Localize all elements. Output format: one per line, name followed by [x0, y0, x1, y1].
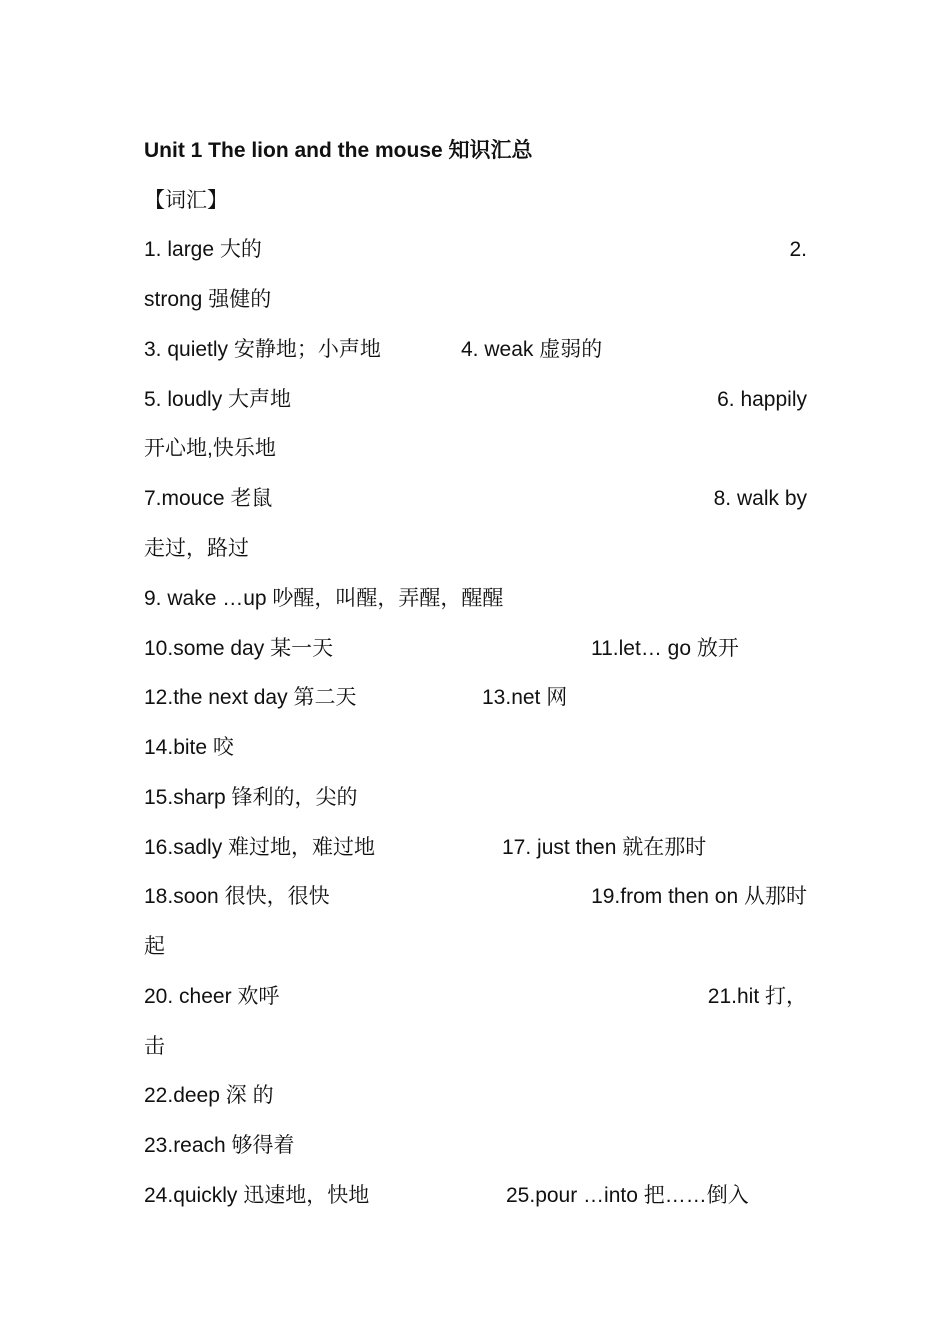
- vocab-line: [144, 783, 807, 813]
- vocab-item: 14.bite 咬: [144, 736, 234, 759]
- vocab-item: 11.let… go 放开: [591, 637, 739, 660]
- vocab-line: [144, 833, 807, 863]
- vocab-line: [144, 584, 807, 614]
- vocab-item: 24.quickly 迅速地，快地: [144, 1184, 370, 1207]
- vocab-item-continued: 开心地,快乐地: [144, 437, 276, 460]
- vocab-item: 2.: [789, 238, 807, 261]
- vocab-item: 1. large 大的: [144, 238, 262, 261]
- vocab-line: [144, 733, 807, 763]
- vocab-line: [144, 1181, 807, 1211]
- vocab-line: [144, 285, 807, 315]
- vocab-item: 10.some day 某一天: [144, 637, 334, 660]
- vocab-line: [144, 1131, 807, 1161]
- vocab-item-continued: strong 强健的: [144, 288, 272, 311]
- vocab-item-continued: 起: [144, 935, 165, 958]
- vocab-item: 6. happily: [717, 388, 807, 411]
- vocab-item-continued: 击: [144, 1035, 165, 1058]
- vocab-line: [144, 385, 807, 415]
- vocab-line: [144, 335, 807, 365]
- vocab-line: [144, 982, 807, 1012]
- vocab-line: [144, 534, 807, 564]
- vocab-item: 20. cheer 欢呼: [144, 985, 280, 1008]
- vocab-line: [144, 434, 807, 464]
- vocab-line: [144, 932, 807, 962]
- vocab-item: 5. loudly 大声地: [144, 388, 292, 411]
- vocab-line: [144, 1081, 807, 1111]
- vocab-line: [144, 235, 807, 265]
- vocab-item: 23.reach 够得着: [144, 1134, 295, 1157]
- vocab-item: 7.mouce 老鼠: [144, 487, 273, 510]
- vocab-line: [144, 634, 807, 664]
- vocab-item: 25.pour …into 把……倒入: [506, 1184, 749, 1207]
- vocab-item: 21.hit 打，: [707, 985, 807, 1008]
- vocab-item: 3. quietly 安静地；小声地: [144, 338, 381, 361]
- vocab-line: [144, 1032, 807, 1062]
- vocab-item: 22.deep 深 的: [144, 1084, 274, 1107]
- vocab-item: 8. walk by: [713, 487, 807, 510]
- vocab-item: 4. weak 虚弱的: [461, 338, 603, 361]
- vocab-line: [144, 882, 807, 912]
- vocab-item: 19.from then on 从那时: [591, 885, 807, 908]
- vocab-item: 13.net 网: [482, 686, 568, 709]
- vocab-item: 18.soon 很快，很快: [144, 885, 330, 908]
- vocab-item: 17. just then 就在那时: [502, 836, 707, 859]
- vocab-item: 16.sadly 难过地，难过地: [144, 836, 376, 859]
- document-title: Unit 1 The lion and the mouse 知识汇总: [144, 139, 533, 162]
- vocab-line: [144, 683, 807, 713]
- vocab-item: 9. wake …up 吵醒，叫醒，弄醒，醒醒: [144, 587, 504, 610]
- vocab-line: [144, 484, 807, 514]
- section-heading-vocabulary: 【词汇】: [144, 189, 228, 212]
- vocab-item: 15.sharp 锋利的，尖的: [144, 786, 358, 809]
- vocab-item: 12.the next day 第二天: [144, 686, 357, 709]
- vocab-item-continued: 走过，路过: [144, 537, 249, 560]
